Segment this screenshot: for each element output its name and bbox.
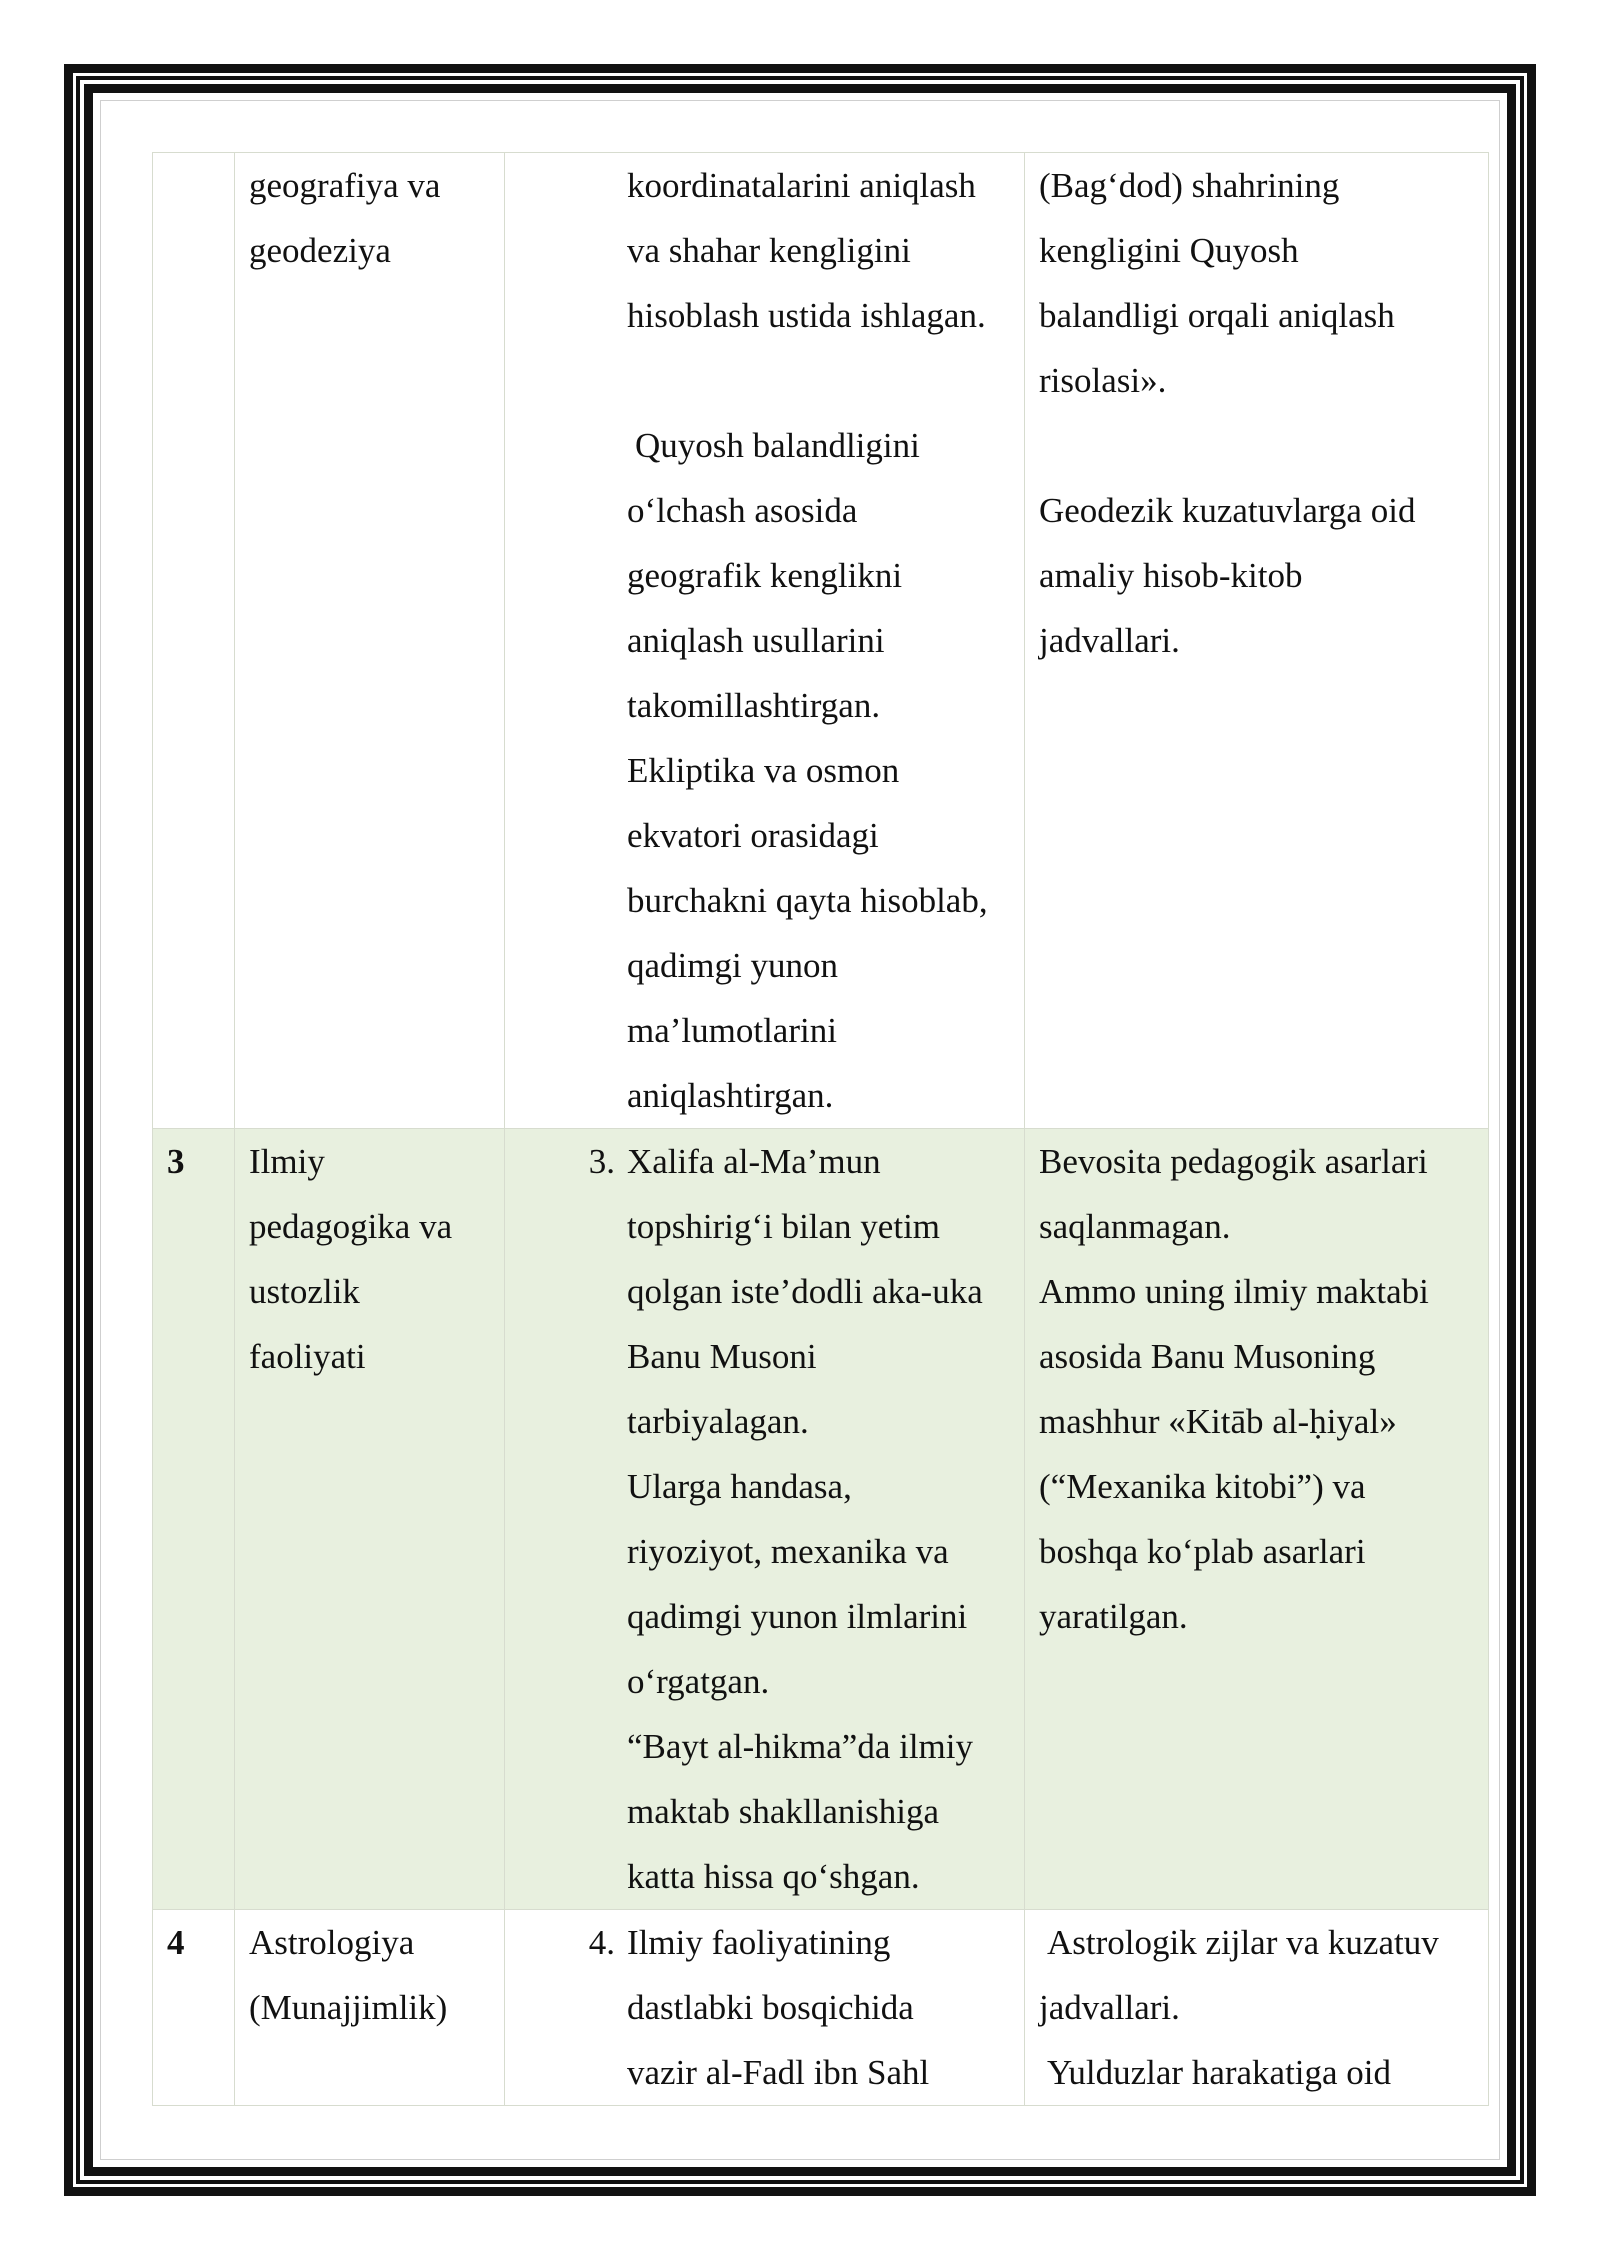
description-line: burchakni qayta hisoblab, <box>627 881 988 920</box>
works-line: Bevosita pedagogik asarlari <box>1039 1142 1428 1181</box>
row-number: 3 <box>153 1129 235 1910</box>
description-line: dastlabki bosqichida <box>627 1988 914 2027</box>
description-line: Quyosh balandligini <box>635 426 920 465</box>
description-line: o‘lchash asosida <box>627 491 858 530</box>
works-line: saqlanmagan. <box>1039 1207 1231 1246</box>
description-line: ma’lumotlarini <box>627 1011 837 1050</box>
works-line: jadvallari. <box>1039 621 1180 660</box>
field-line: pedagogika va <box>249 1207 453 1246</box>
description-line: qolgan iste’dodli aka-uka <box>627 1272 983 1311</box>
works-line: jadvallari. <box>1039 1988 1180 2027</box>
description-line: Banu Musoni <box>627 1337 817 1376</box>
description-line: ekvatori orasidagi <box>627 816 879 855</box>
description-cell <box>505 1129 1025 1910</box>
works-line: risolasi». <box>1039 361 1167 400</box>
works-cell <box>1025 153 1489 1129</box>
works-line: Geodezik kuzatuvlarga oid <box>1039 491 1416 530</box>
description-line: geografik kenglikni <box>627 556 903 595</box>
works-line: Astrologik zijlar va kuzatuv <box>1047 1923 1439 1962</box>
description-line: o‘rgatgan. <box>627 1662 770 1701</box>
list-marker: 4. <box>588 1923 615 1962</box>
table-row <box>153 1129 1489 1910</box>
description-line: “Bayt al-hikma”da ilmiy <box>627 1727 974 1766</box>
description-cell <box>505 1910 1025 2106</box>
description-line: Ularga handasa, <box>627 1467 852 1506</box>
works-cell <box>1025 1129 1489 1910</box>
description-line: vazir al-Fadl ibn Sahl <box>627 2053 930 2092</box>
field-line: Astrologiya <box>249 1923 415 1962</box>
field-cell <box>235 153 505 1129</box>
works-line: balandligi orqali aniqlash <box>1039 296 1395 335</box>
field-cell <box>235 1910 505 2106</box>
works-line: kengligini Quyosh <box>1039 231 1299 270</box>
data-table <box>152 152 1489 2106</box>
field-line: geografiya va <box>249 166 441 205</box>
description-line: takomillashtirgan. <box>627 686 881 725</box>
field-line: Ilmiy <box>249 1142 325 1181</box>
field-line: geodeziya <box>249 231 391 270</box>
works-line: asosida Banu Musoning <box>1039 1337 1376 1376</box>
description-line: qadimgi yunon <box>627 946 838 985</box>
works-line: mashhur «Kitāb al-ḥiyal» <box>1039 1402 1397 1441</box>
table-row <box>153 1910 1489 2106</box>
description-line: katta hissa qo‘shgan. <box>627 1857 920 1896</box>
row-number <box>153 153 235 1129</box>
list-marker <box>519 153 627 1128</box>
description-line: qadimgi yunon ilmlarini <box>627 1597 968 1636</box>
field-line: faoliyati <box>249 1337 366 1376</box>
description-cell <box>505 153 1025 1129</box>
description-line: topshirig‘i bilan yetim <box>627 1207 941 1246</box>
works-line: (Bag‘dod) shahrining <box>1039 166 1340 205</box>
works-line: (“Mexanika kitobi”) va <box>1039 1467 1366 1506</box>
works-line: boshqa ko‘plab asarlari <box>1039 1532 1366 1571</box>
description-line: va shahar kengligini <box>627 231 911 270</box>
description-line: hisoblash ustida ishlagan. <box>627 296 986 335</box>
description-line: aniqlash usullarini <box>627 621 885 660</box>
description-line: aniqlashtirgan. <box>627 1076 834 1115</box>
works-cell <box>1025 1910 1489 2106</box>
description-line: koordinatalarini aniqlash <box>627 166 976 205</box>
description-line: Xalifa al-Ma’mun <box>627 1142 881 1181</box>
description-line: riyoziyot, mexanika va <box>627 1532 949 1571</box>
works-line: Ammo uning ilmiy maktabi <box>1039 1272 1429 1311</box>
field-line: (Munajjimlik) <box>249 1988 448 2027</box>
description-line: tarbiyalagan. <box>627 1402 809 1441</box>
works-line: amaliy hisob-kitob <box>1039 556 1303 595</box>
description-line: maktab shakllanishiga <box>627 1792 940 1831</box>
list-marker: 3. <box>588 1142 615 1181</box>
works-line: yaratilgan. <box>1039 1597 1188 1636</box>
description-line: Ekliptika va osmon <box>627 751 900 790</box>
table-row <box>153 153 1489 1129</box>
field-line: ustozlik <box>249 1272 360 1311</box>
row-number: 4 <box>153 1910 235 2106</box>
field-cell <box>235 1129 505 1910</box>
description-line: Ilmiy faoliyatining <box>627 1923 891 1962</box>
works-line: Yulduzlar harakatiga oid <box>1047 2053 1392 2092</box>
